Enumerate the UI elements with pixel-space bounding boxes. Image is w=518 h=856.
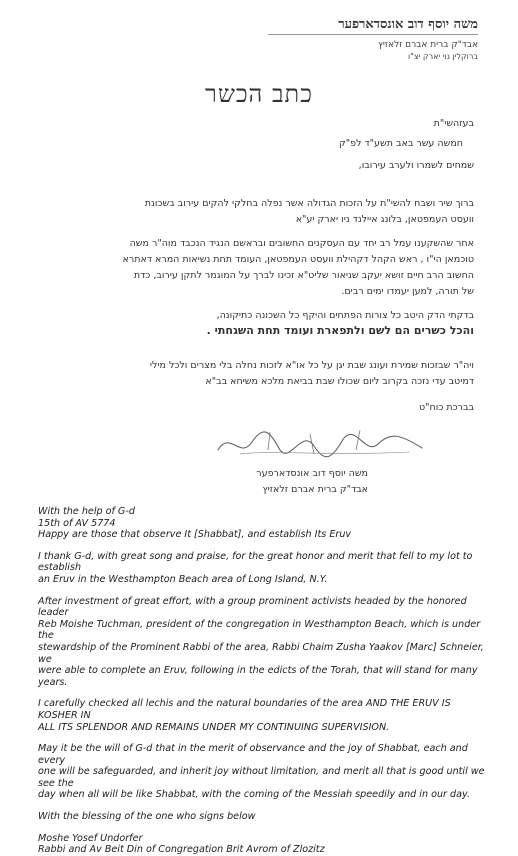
english-line: After investment of great effort, with a group prominent activists headed by the honored leader (38, 595, 467, 619)
hebrew-greeting: שמחים לשמרו ולערב עירובו, (358, 160, 474, 171)
english-line: May it be the will of G-d that in the merit of observance and the joy of Shabbat, each and every (38, 743, 468, 766)
english-translation (38, 506, 486, 856)
hebrew-para2-line: אחר שהשקענו עמל רב יחד עם העסקנים החשובים ובראשם הנגיד הנכבד מוה"ר משה (129, 238, 474, 249)
hebrew-para3-emphasis: והכל כשרים הם לשם ולתפארת ועומד תחת השגחתי . (206, 324, 474, 337)
english-line: stewardship of the Prominent Rabbi of the area, Rabbi Chaim Zusha Yaakov [Marc] Schneier, we (38, 641, 484, 665)
english-line: day when all will be like Shabbat, with the coming of the Messiah speedily and in our day. (38, 789, 470, 801)
hebrew-date: חמשה עשר באב תשע"ד לפ"ק (339, 138, 463, 149)
hebrew-para1-line: ברוך שיר ושבח להשי"ת על הזכות הגדולה אשר נפלה בחלקי להקים עירוב בשכונת (144, 198, 474, 209)
english-signer-title: Rabbi and Av Beit Din of Congregation Brit Avrom of Zlozitz (38, 844, 325, 856)
english-line: I thank G-d, with great song and praise, for the great honor and merit that fell to my lot to establish (38, 550, 473, 574)
english-header-line: With the help of G-d (38, 506, 135, 517)
hebrew-closing: בברכת כוח"ט (419, 402, 474, 413)
english-header (38, 506, 486, 541)
hebrew-para4-line: דמיטב עדי נזכה בקרוב ליום שכולו שבת בביאת מלכא משיחא בב"א (205, 376, 474, 387)
english-paragraph (38, 743, 486, 801)
english-line: were able to complete an Eruv, following in the edicts of the Torah, that will stand for many years. (38, 665, 478, 688)
letterhead (258, 16, 478, 61)
letterhead-title: אבד"ק ברית אברם זלאזיץ (378, 40, 478, 50)
letterhead-name: משה יוסף דוב אונסדארפער (338, 17, 478, 32)
hebrew-para2-line: החשוב הרב חיים זושא יעקב שניאור שליט"א זכינו לברך על המוגמר לתקן עירוב, כדת (133, 270, 474, 281)
english-line: one will be safeguarded, and inherit joy without limitation, and merit all that is good until we see the (38, 766, 485, 789)
english-paragraph (38, 596, 486, 689)
handwritten-signature (210, 420, 430, 465)
english-paragraph (38, 698, 486, 733)
letterhead-address: ברוקלין נוי יארק יצ"ו (407, 52, 478, 61)
english-paragraph (38, 551, 486, 586)
hebrew-opening: בעזהשי"ת (433, 118, 474, 129)
english-blessing: With the blessing of the one who signs below (38, 811, 256, 823)
english-signer-name: Moshe Yosef Undorfer (38, 832, 143, 844)
english-header-line: Happy are those that observe It [Shabbat], and establish Its Eruv (38, 529, 352, 541)
english-line: I carefully checked all lechis and the natural boundaries of the area AND THE ERUV IS KOSHER IN (38, 698, 451, 721)
english-line: Reb Moishe Tuchman, president of the congregation in Westhampton Beach, which is under the (38, 618, 481, 642)
english-signature-block (38, 833, 486, 856)
hebrew-para2-line: של תורה, למען יעמדו ימים רבים. (341, 286, 474, 297)
hebrew-para2-line: טוכמאן הי"ו , ראש הקהל דקהילת וועסט העמפטאן, העומד תחת נשיאות המרא דאתרא (122, 254, 474, 265)
document-title: כתב הכשר (205, 80, 313, 108)
hebrew-para1-line: וועסט העמפטאן, בלונג איילנד ניו יארק יע"א (295, 214, 474, 225)
hebrew-signer-name: משה יוסף דוב אונסדארפער (256, 468, 368, 479)
hebrew-signer-title: אבד"ק ברית אברם זלאזיץ (262, 484, 368, 495)
hebrew-para3-line: בדקתי הדק היטב כל צורות הפתחים והיקף כל השכונה כתיקונה, (216, 310, 474, 321)
english-header-line: 15th of AV 5774 (38, 517, 116, 529)
english-line: ALL ITS SPLENDOR AND REMAINS UNDER MY CONTINUING SUPERVISION. (38, 721, 390, 733)
letterhead-divider (268, 34, 478, 35)
hebrew-para4-line: ויה"ר שבזכות שמירת ועונג שבת יגן על כל או"א לזכות נחלה בלי מצרים ולכל מילי (149, 360, 474, 371)
english-line: an Eruv in the Westhampton Beach area of Long Island, N.Y. (38, 573, 328, 585)
